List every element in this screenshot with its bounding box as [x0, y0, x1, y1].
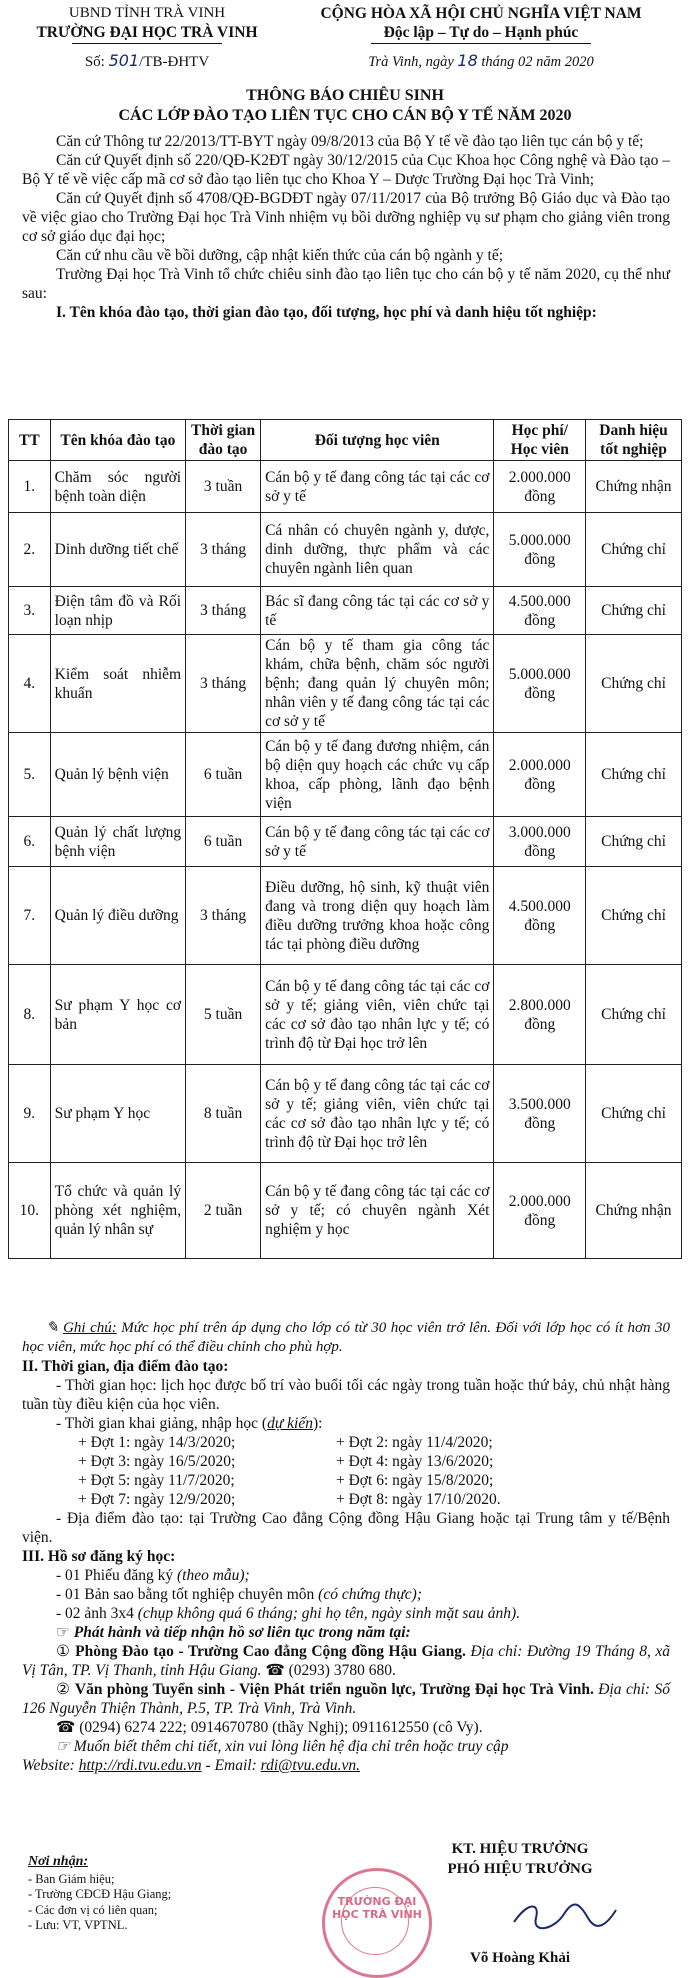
nation-name: CỘNG HÒA XÃ HỘI CHỦ NGHĨA VIỆT NAM — [320, 5, 642, 22]
intake-date: + Đợt 5: ngày 11/7/2020; — [78, 1472, 235, 1489]
column-header: Học phí/ Học viên — [494, 420, 586, 461]
course-target: Cán bộ y tế tham gia công tác khám, chữa bệnh, chăm sóc người bệnh; đang quản lý chuyên môn; nhân viên y tế đang công tác tại các cơ sở y tế — [261, 635, 494, 733]
course-duration: 5 tuần — [186, 965, 261, 1065]
course-name: Sư phạm Y học cơ bản — [50, 965, 185, 1065]
section-1-heading: I. Tên khóa đào tạo, thời gian đào tạo, đối tượng, học phí và danh hiệu tốt nghiệp: — [56, 304, 597, 321]
course-target: Cán bộ y tế đang công tác tại các cơ sở y tế; có chuyên ngành Xét nghiệm y học — [261, 1163, 494, 1259]
course-name: Chăm sóc người bệnh toàn diện — [50, 461, 185, 513]
document-header — [0, 4, 690, 72]
table-row — [9, 635, 682, 733]
course-award: Chứng chỉ — [586, 1065, 682, 1163]
recipient-item: - Các đơn vị có liên quan; — [28, 1902, 158, 1917]
course-name: Dinh dưỡng tiết chế — [50, 513, 185, 587]
required-document: - 02 ảnh 3x4 (chụp không quá 6 tháng; ghi họ tên, ngày sinh mặt sau ảnh). — [56, 1605, 521, 1622]
course-duration: 2 tuần — [186, 1163, 261, 1259]
intake-row — [22, 1433, 670, 1452]
study-time: - Thời gian học: lịch học được bố trí vào buổi tối các ngày trong tuần hoặc thứ bảy, chủ nhật hàng tuần tùy điều kiện của học viên. — [22, 1377, 670, 1413]
office-1: ① Phòng Đào tạo - Trường Cao đẳng Cộng đồng Hậu Giang. Địa chỉ: Đường 19 Tháng 8, xã Vị Tân, TP. Vị Thanh, tỉnh Hậu Giang. ☎ (0293) 3780 680. — [22, 1643, 671, 1679]
document-title — [0, 86, 690, 126]
recipients-title: Nơi nhận: — [28, 1854, 89, 1869]
course-fee: 2.000.000 đồng — [494, 1163, 586, 1259]
circled-one-icon: ① — [56, 1643, 71, 1660]
row-number: 10. — [9, 1163, 51, 1259]
course-target: Cán bộ y tế đang công tác tại các cơ sở y tế; giảng viên, viên chức tại các cơ sở đào tạo nhân lực y tế; có trình độ từ Đại học trở lên — [261, 1065, 494, 1163]
required-document: - 01 Bản sao bằng tốt nghiệp chuyên môn (có chứng thực); — [56, 1586, 423, 1603]
document-number: Số: 501/TB-ĐHTV — [84, 51, 210, 70]
row-number: 1. — [9, 461, 51, 513]
course-target: Cá nhân có chuyên ngành y, dược, dinh dưỡng, thực phẩm và các chuyên ngành liên quan — [261, 513, 494, 587]
course-fee: 2.000.000 đồng — [494, 733, 586, 817]
course-target: Bác sĩ đang công tác tại các cơ sở y tế — [261, 587, 494, 635]
course-fee: 4.500.000 đồng — [494, 867, 586, 965]
table-row — [9, 817, 682, 867]
course-target: Cán bộ y tế đang công tác tại các cơ sở y tế; giảng viên, viên chức tại các cơ sở đào tạo nhân lực y tế; có trình độ từ Đại học trở lên — [261, 965, 494, 1065]
office-2-phone: ☎ (0294) 6274 222; 0914670780 (thầy Nghị); 0911612550 (cô Vy). — [56, 1719, 483, 1736]
table-row — [9, 513, 682, 587]
column-header: Đối tượng học viên — [261, 420, 494, 461]
recipient-item: - Lưu: VT, VPTNL. — [28, 1918, 128, 1932]
column-header: Thời gian đào tạo — [186, 420, 261, 461]
intake-row — [22, 1490, 670, 1509]
course-duration: 8 tuần — [186, 1065, 261, 1163]
course-name: Quản lý chất lượng bệnh viện — [50, 817, 185, 867]
course-award: Chứng chỉ — [586, 587, 682, 635]
course-fee: 2.000.000 đồng — [494, 461, 586, 513]
recipient-item: - Ban Giám hiệu; — [28, 1871, 115, 1886]
course-name: Tổ chức và quản lý phòng xét nghiệm, quản lý nhân sự — [50, 1163, 185, 1259]
intro-paragraph: Căn cứ Quyết định số 4708/QĐ-BGDĐT ngày 07/11/2017 của Bộ trưởng Bộ Giáo dục và Đào tạo về việc giao cho Trường Đại học Trà Vinh nhiệm vụ bồi dưỡng nghiệp vụ sư phạm cho giảng viên trong cơ sở giáo dục đại học; — [22, 190, 670, 245]
opening-time: - Thời gian khai giảng, nhập học (dự kiến): — [56, 1415, 323, 1432]
issuer-underline — [72, 43, 222, 44]
intake-row — [22, 1471, 670, 1490]
table-row — [9, 733, 682, 817]
intro-paragraph: Trường Đại học Trà Vinh tổ chức chiêu sinh đào tạo liên tục cho cán bộ y tế năm 2020, cụ thể như sau: — [22, 266, 670, 302]
intro-section — [22, 132, 670, 322]
circled-two-icon: ② — [56, 1681, 71, 1698]
column-header: Danh hiệu tốt nghiệp — [586, 420, 682, 461]
row-number: 8. — [9, 965, 51, 1065]
website-link[interactable]: http://rdi.tvu.edu.vn — [78, 1757, 202, 1774]
recipients-block — [28, 1854, 171, 1934]
issue-heading: ☞ Phát hành và tiếp nhận hồ sơ liên tục trong năm tại: — [56, 1624, 411, 1641]
intake-date: + Đợt 4: ngày 13/6/2020; — [336, 1453, 494, 1470]
row-number: 2. — [9, 513, 51, 587]
intro-paragraph: Căn cứ Quyết định số 220/QĐ-K2ĐT ngày 30/12/2015 của Cục Khoa học Công nghệ và Đào tạo – Bộ Y tế về việc cấp mã cơ sở đào tạo liên tục cho Khoa Y – Dược Trường Đại học Trà Vinh; — [22, 152, 670, 188]
course-target: Cán bộ y tế đang đương nhiệm, cán bộ diện quy hoạch các chức vụ cấp khoa, cấp phòng, lãnh đạo bệnh viện — [261, 733, 494, 817]
title-line-2: CÁC LỚP ĐÀO TẠO LIÊN TỤC CHO CÁN BỘ Y TẾ NĂM 2020 — [118, 107, 572, 124]
course-fee: 4.500.000 đồng — [494, 587, 586, 635]
issuer-parent: UBND TỈNH TRÀ VINH — [68, 5, 226, 21]
row-number: 3. — [9, 587, 51, 635]
phone-icon: ☎ — [265, 1662, 285, 1679]
intake-date: + Đợt 2: ngày 11/4/2020; — [336, 1434, 493, 1451]
table-row — [9, 965, 682, 1065]
required-document: - 01 Phiếu đăng ký (theo mẫu); — [56, 1567, 250, 1584]
intake-date: + Đợt 8: ngày 17/10/2020. — [336, 1491, 501, 1508]
signer-name: Võ Hoàng Khải — [469, 1950, 571, 1966]
column-header: Tên khóa đào tạo — [50, 420, 185, 461]
courses-table — [8, 419, 682, 1259]
issuer-block — [18, 4, 276, 72]
column-header: TT — [9, 420, 51, 461]
handwritten-signature — [510, 1896, 620, 1936]
recipient-item: - Trường CĐCĐ Hậu Giang; — [28, 1887, 172, 1901]
training-location: - Địa điểm đào tạo: tại Trường Cao đẳng Cộng đồng Hậu Giang hoặc tại Trung tâm y tế/Bệnh viện. — [22, 1510, 670, 1546]
issuer-name: TRƯỜNG ĐẠI HỌC TRÀ VINH — [36, 24, 258, 41]
motto-underline — [371, 43, 591, 44]
email-link[interactable]: rdi@tvu.edu.vn. — [260, 1757, 360, 1774]
course-award: Chứng chỉ — [586, 733, 682, 817]
title-line-1: THÔNG BÁO CHIÊU SINH — [246, 87, 444, 104]
row-number: 7. — [9, 867, 51, 965]
table-row — [9, 461, 682, 513]
section-3-heading: III. Hồ sơ đăng ký học: — [22, 1548, 176, 1565]
course-award: Chứng nhận — [586, 1163, 682, 1259]
pointing-hand-icon: ☞ — [56, 1624, 70, 1641]
national-motto-block — [276, 4, 686, 72]
intake-date: + Đợt 6: ngày 15/8/2020; — [336, 1472, 494, 1489]
intake-date: + Đợt 7: ngày 12/9/2020; — [78, 1491, 236, 1508]
intro-paragraph: Căn cứ Thông tư 22/2013/TT-BYT ngày 09/8/2013 của Bộ Y tế về đào tạo liên tục cán bộ y tế; — [56, 133, 644, 150]
course-award: Chứng nhận — [586, 461, 682, 513]
seal-text: TRƯỜNG ĐẠI HỌC TRÀ VINH — [332, 1895, 422, 1921]
table-row — [9, 1065, 682, 1163]
intake-date: + Đợt 1: ngày 14/3/2020; — [78, 1434, 236, 1451]
course-award: Chứng chỉ — [586, 513, 682, 587]
document-date: Trà Vinh, ngày 18 tháng 02 năm 2020 — [368, 51, 594, 70]
note-label: Ghi chú: — [63, 1320, 117, 1336]
contact-links: Website: http://rdi.tvu.edu.vn - Email: rdi@tvu.edu.vn. — [22, 1757, 360, 1774]
pointing-hand-icon: ☞ — [56, 1738, 70, 1755]
intake-date: + Đợt 3: ngày 16/5/2020; — [78, 1453, 236, 1470]
course-duration: 3 tháng — [186, 867, 261, 965]
course-award: Chứng chỉ — [586, 817, 682, 867]
handwritten-day: 18 — [457, 51, 478, 70]
signer-position: PHÓ HIỆU TRƯỞNG — [447, 1861, 593, 1877]
course-duration: 6 tuần — [186, 817, 261, 867]
course-duration: 3 tháng — [186, 513, 261, 587]
more-info: ☞ Muốn biết thêm chi tiết, xin vui lòng liên hệ địa chỉ trên hoặc truy cập — [56, 1738, 509, 1755]
note-icon: ✎ — [46, 1320, 59, 1336]
course-award: Chứng chỉ — [586, 867, 682, 965]
course-duration: 3 tuần — [186, 461, 261, 513]
fee-note — [22, 1319, 670, 1357]
course-duration: 3 tháng — [186, 587, 261, 635]
course-fee: 3.000.000 đồng — [494, 817, 586, 867]
section-2-heading: II. Thời gian, địa điểm đào tạo: — [22, 1358, 229, 1375]
row-number: 4. — [9, 635, 51, 733]
course-name: Quản lý bệnh viện — [50, 733, 185, 817]
signer-authority: KT. HIỆU TRƯỞNG — [451, 1841, 589, 1857]
table-row — [9, 867, 682, 965]
note-text: Mức học phí trên áp dụng cho lớp có từ 30 học viên trở lên. Đối với lớp học có ít hơn 30 học viên, mức học phí có thể điều chỉnh cho phù hợp. — [22, 1320, 671, 1355]
course-fee: 5.000.000 đồng — [494, 513, 586, 587]
details-section — [22, 1319, 670, 1775]
course-name: Kiểm soát nhiễm khuẩn — [50, 635, 185, 733]
course-target: Cán bộ y tế đang công tác tại các cơ sở y tế — [261, 817, 494, 867]
intake-row — [22, 1452, 670, 1471]
intro-paragraph: Căn cứ nhu cầu về bồi dưỡng, cập nhật kiến thức của cán bộ ngành y tế; — [56, 247, 504, 264]
course-name: Quản lý điều dưỡng — [50, 867, 185, 965]
course-name: Sư phạm Y học — [50, 1065, 185, 1163]
row-number: 6. — [9, 817, 51, 867]
phone-icon: ☎ — [56, 1719, 76, 1736]
row-number: 5. — [9, 733, 51, 817]
handwritten-number: 501 — [108, 51, 140, 70]
table-row — [9, 587, 682, 635]
row-number: 9. — [9, 1065, 51, 1163]
course-fee: 5.000.000 đồng — [494, 635, 586, 733]
course-duration: 3 tháng — [186, 635, 261, 733]
course-target: Cán bộ y tế đang công tác tại các cơ sở y tế — [261, 461, 494, 513]
course-award: Chứng chỉ — [586, 635, 682, 733]
course-target: Điều dưỡng, hộ sinh, kỹ thuật viên đang và trong diện quy hoạch làm điều dưỡng trưởng khoa hoặc công tác tại phòng điều dưỡng — [261, 867, 494, 965]
table-row — [9, 1163, 682, 1259]
course-duration: 6 tuần — [186, 733, 261, 817]
table-header-row — [9, 420, 682, 461]
office-2: ② Văn phòng Tuyển sinh - Viện Phát triển nguồn lực, Trường Đại học Trà Vinh. Địa chỉ: Số 126 Nguyễn Thiện Thành, P.5, TP. Trà Vinh, Trà Vinh. — [22, 1681, 671, 1717]
course-fee: 3.500.000 đồng — [494, 1065, 586, 1163]
course-award: Chứng chỉ — [586, 965, 682, 1065]
course-fee: 2.800.000 đồng — [494, 965, 586, 1065]
nation-motto: Độc lập – Tự do – Hạnh phúc — [383, 24, 579, 41]
course-name: Điện tâm đồ và Rối loạn nhịp — [50, 587, 185, 635]
